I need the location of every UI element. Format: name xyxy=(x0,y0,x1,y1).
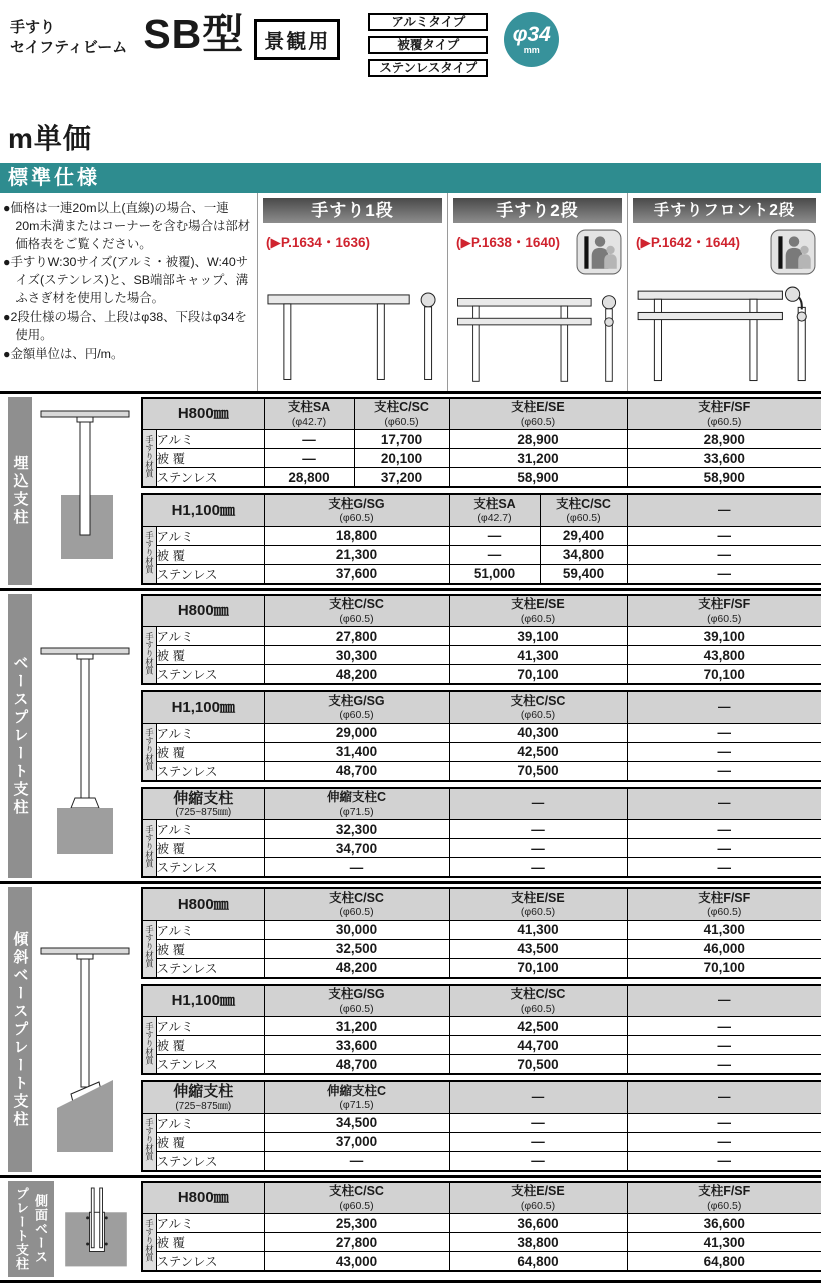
price-cell: 31,200 xyxy=(449,449,627,468)
table-row xyxy=(142,1132,821,1151)
post-column-header: 支柱C/SC (φ60.5) xyxy=(264,888,449,920)
note-item: ●金額単位は、円/m。 xyxy=(3,346,124,361)
column-title-1dan: 手すり1段 xyxy=(263,198,442,223)
product-name-line1: 手すり xyxy=(10,19,56,36)
table-header-row xyxy=(142,398,821,430)
table-row xyxy=(142,1151,821,1171)
table-row xyxy=(142,627,821,646)
post-column-header: 支柱C/SC (φ60.5) xyxy=(449,691,627,723)
table-row xyxy=(142,858,821,878)
price-cell: 28,900 xyxy=(449,430,627,449)
post-column-header: 支柱C/SC (φ60.5) xyxy=(264,1182,449,1214)
price-table-embedded-h800 xyxy=(141,397,821,489)
price-table-embedded-h1100 xyxy=(141,493,821,585)
price-cell: 34,500 xyxy=(264,1113,449,1132)
product-name-line2: セイフティビーム xyxy=(10,39,128,57)
note-item: ●価格は一連20m以上(直線)の場合、一連20m未満またはコーナーを含む場合は部材価格表をご覧ください。 xyxy=(3,200,251,251)
table-header-row xyxy=(142,494,821,526)
price-cell: 17,700 xyxy=(354,430,449,449)
post-column-header: — xyxy=(449,1081,627,1113)
table-header-row xyxy=(142,691,821,723)
price-cell: — xyxy=(627,723,821,742)
height-label: H1,100㎜ xyxy=(142,494,264,526)
price-cell: 31,200 xyxy=(264,1017,449,1036)
table-row xyxy=(142,1252,821,1272)
price-cell: 39,100 xyxy=(449,627,627,646)
price-cell: 42,500 xyxy=(449,1017,627,1036)
price-cell: 43,000 xyxy=(264,1252,449,1272)
table-row xyxy=(142,468,821,488)
post-column-header: 支柱G/SG (φ60.5) xyxy=(264,691,449,723)
material-label: ステンレス xyxy=(156,1151,264,1171)
post-column-header: 支柱E/SE (φ60.5) xyxy=(449,595,627,627)
type-badge-aluminum: アルミタイプ xyxy=(368,13,488,31)
price-cell: — xyxy=(627,1036,821,1055)
handrail-1dan-diagram xyxy=(258,285,447,390)
price-cell: 32,500 xyxy=(264,939,449,958)
price-cell: — xyxy=(449,1113,627,1132)
material-label: ステンレス xyxy=(156,858,264,878)
price-cell: 51,000 xyxy=(449,564,540,584)
price-cell: — xyxy=(264,449,354,468)
price-cell: 30,000 xyxy=(264,920,449,939)
table-row xyxy=(142,742,821,761)
price-cell: 70,100 xyxy=(627,665,821,685)
price-cell: 64,800 xyxy=(627,1252,821,1272)
price-cell: — xyxy=(627,761,821,781)
price-cell: 41,300 xyxy=(449,920,627,939)
material-axis-label: 手すり材質 xyxy=(142,1113,156,1171)
post-column-header: 支柱F/SF (φ60.5) xyxy=(627,1182,821,1214)
standard-spec-bar: 標準仕様 xyxy=(0,163,821,193)
post-column-header: 支柱C/SC (φ60.5) xyxy=(540,494,627,526)
price-cell: 34,800 xyxy=(540,545,627,564)
price-cell: 34,700 xyxy=(264,839,449,858)
material-label: 被 覆 xyxy=(156,939,264,958)
section-baseplate-post xyxy=(0,588,821,882)
table-row xyxy=(142,1036,821,1055)
price-cell: — xyxy=(449,1151,627,1171)
price-cell: 70,100 xyxy=(627,958,821,978)
price-cell: 33,600 xyxy=(264,1036,449,1055)
table-row xyxy=(142,1055,821,1075)
height-label: H800㎜ xyxy=(142,888,264,920)
post-column-header: 支柱SA (φ42.7) xyxy=(449,494,540,526)
table-row xyxy=(142,761,821,781)
post-column-header: 支柱E/SE (φ60.5) xyxy=(449,398,627,430)
model-name: SB型 xyxy=(143,11,245,57)
price-cell: 58,900 xyxy=(627,468,821,488)
material-label: ステンレス xyxy=(156,468,264,488)
table-row xyxy=(142,1113,821,1132)
type-badge-stainless: ステンレスタイプ xyxy=(368,59,488,77)
diameter-badge xyxy=(504,12,559,67)
price-table-sloped-h1100 xyxy=(141,984,821,1076)
table-row xyxy=(142,939,821,958)
product-name xyxy=(10,12,127,59)
side-baseplate-post-diagram xyxy=(54,1181,138,1277)
notes xyxy=(0,193,257,391)
note-item: ●2段仕様の場合、上段はφ38、下段はφ34を使用。 xyxy=(3,309,247,342)
price-cell: 28,800 xyxy=(264,468,354,488)
price-table-sloped-telescopic xyxy=(141,1080,821,1172)
material-label: 被 覆 xyxy=(156,839,264,858)
price-table-baseplate-telescopic xyxy=(141,787,821,879)
table-row xyxy=(142,545,821,564)
price-cell: 41,300 xyxy=(627,1233,821,1252)
post-column-header: — xyxy=(627,1081,821,1113)
table-row xyxy=(142,430,821,449)
price-cell: — xyxy=(627,742,821,761)
price-cell: 48,700 xyxy=(264,761,449,781)
table-row xyxy=(142,1214,821,1233)
price-cell: 32,300 xyxy=(264,820,449,839)
price-cell: 43,500 xyxy=(449,939,627,958)
material-label: 被 覆 xyxy=(156,449,264,468)
height-label: H800㎜ xyxy=(142,1182,264,1214)
post-column-header: — xyxy=(449,788,627,820)
material-label: ステンレス xyxy=(156,761,264,781)
material-axis-label: 手すり材質 xyxy=(142,1017,156,1075)
section-label xyxy=(8,887,32,1172)
price-cell: 41,300 xyxy=(449,646,627,665)
material-label: アルミ xyxy=(156,1113,264,1132)
price-cell: 29,400 xyxy=(540,526,627,545)
diameter-unit: mm xyxy=(523,45,540,55)
baseplate-post-diagram xyxy=(32,594,138,879)
price-cell: 70,500 xyxy=(449,1055,627,1075)
post-column-header: — xyxy=(627,985,821,1017)
price-cell: 64,800 xyxy=(449,1252,627,1272)
height-label: H800㎜ xyxy=(142,595,264,627)
material-axis-label: 手すり材質 xyxy=(142,723,156,781)
table-header-row xyxy=(142,1182,821,1214)
table-header-row xyxy=(142,788,821,820)
price-cell: 27,800 xyxy=(264,627,449,646)
material-label: ステンレス xyxy=(156,1055,264,1075)
material-label: 被 覆 xyxy=(156,742,264,761)
price-cell: 58,900 xyxy=(449,468,627,488)
price-cell: — xyxy=(627,545,821,564)
table-header-row xyxy=(142,595,821,627)
price-cell: 70,500 xyxy=(449,761,627,781)
column-group-front-2dan xyxy=(627,193,821,391)
height-label: H1,100㎜ xyxy=(142,985,264,1017)
material-label: アルミ xyxy=(156,526,264,545)
price-cell: — xyxy=(627,1132,821,1151)
height-label: H800㎜ xyxy=(142,398,264,430)
table-row xyxy=(142,1017,821,1036)
price-cell: — xyxy=(627,1113,821,1132)
height-label: 伸縮支柱 (725~875㎜) xyxy=(142,788,264,820)
material-axis-label: 手すり材質 xyxy=(142,820,156,878)
page-ref-front-2dan[interactable]: (▶P.1642・1644) xyxy=(636,234,740,250)
material-axis-label: 手すり材質 xyxy=(142,526,156,584)
section-label-text: ベースプレート支柱 xyxy=(11,655,29,818)
note-item: ●手すりW:30サイズ(アルミ・被覆)、W:40サイズ(ステンレス)と、SB端部キャップ、溝ふさぎ材を使用した場合。 xyxy=(3,255,249,306)
price-cell: 37,200 xyxy=(354,468,449,488)
price-cell: 59,400 xyxy=(540,564,627,584)
material-label: ステンレス xyxy=(156,958,264,978)
page-ref-1dan[interactable]: (▶P.1634・1636) xyxy=(266,234,370,250)
page-title: m単価 xyxy=(8,123,92,154)
price-cell: — xyxy=(627,1055,821,1075)
price-table-baseplate-h800 xyxy=(141,594,821,686)
section-label-text: プレート支柱 xyxy=(14,1186,29,1271)
table-header-row xyxy=(142,985,821,1017)
price-cell: 21,300 xyxy=(264,545,449,564)
price-cell: 18,800 xyxy=(264,526,449,545)
price-cell: 37,000 xyxy=(264,1132,449,1151)
price-cell: — xyxy=(627,820,821,839)
table-row xyxy=(142,564,821,584)
handrail-front-2dan-diagram xyxy=(628,283,821,391)
price-cell: — xyxy=(627,1017,821,1036)
table-header-row xyxy=(142,1081,821,1113)
column-group-1dan xyxy=(257,193,447,391)
material-label: アルミ xyxy=(156,1214,264,1233)
price-cell: — xyxy=(264,430,354,449)
sloped-baseplate-post-diagram xyxy=(32,887,138,1172)
price-cell: — xyxy=(627,858,821,878)
price-cell: 30,300 xyxy=(264,646,449,665)
material-label: 被 覆 xyxy=(156,545,264,564)
price-cell: — xyxy=(627,526,821,545)
price-tables xyxy=(141,594,821,879)
price-cell: 43,800 xyxy=(627,646,821,665)
price-cell: 31,400 xyxy=(264,742,449,761)
price-cell: 38,800 xyxy=(449,1233,627,1252)
price-tables xyxy=(141,397,821,585)
post-column-header: — xyxy=(627,691,821,723)
material-label: 被 覆 xyxy=(156,1233,264,1252)
table-row xyxy=(142,839,821,858)
table-row xyxy=(142,1233,821,1252)
section-label xyxy=(8,594,32,879)
section-label xyxy=(8,397,32,585)
material-label: アルミ xyxy=(156,723,264,742)
table-row xyxy=(142,646,821,665)
column-title-2dan: 手すり2段 xyxy=(453,198,622,223)
table-row xyxy=(142,449,821,468)
material-label: ステンレス xyxy=(156,1252,264,1272)
table-row xyxy=(142,665,821,685)
table-row xyxy=(142,526,821,545)
price-cell: — xyxy=(264,1151,449,1171)
price-cell: — xyxy=(449,839,627,858)
material-axis-label: 手すり材質 xyxy=(142,627,156,685)
post-column-header: 支柱F/SF (φ60.5) xyxy=(627,595,821,627)
section-label-text: 側面ベース xyxy=(33,1193,48,1264)
post-column-header: 支柱G/SG (φ60.5) xyxy=(264,985,449,1017)
price-cell: 39,100 xyxy=(627,627,821,646)
material-label: アルミ xyxy=(156,627,264,646)
material-label: アルミ xyxy=(156,1017,264,1036)
price-cell: — xyxy=(449,858,627,878)
price-cell: 33,600 xyxy=(627,449,821,468)
page-ref-2dan[interactable]: (▶P.1638・1640) xyxy=(456,234,560,250)
section-sloped-baseplate-post xyxy=(0,881,821,1175)
people-pictogram-icon xyxy=(770,229,816,275)
height-label: H1,100㎜ xyxy=(142,691,264,723)
price-cell: — xyxy=(449,820,627,839)
price-cell: 48,700 xyxy=(264,1055,449,1075)
price-cell: 70,100 xyxy=(449,958,627,978)
handrail-2dan-diagram xyxy=(448,291,627,391)
type-badge-coated: 被覆タイプ xyxy=(368,36,488,54)
post-column-header: 支柱F/SF (φ60.5) xyxy=(627,398,821,430)
post-column-header: 支柱C/SC (φ60.5) xyxy=(449,985,627,1017)
post-column-header: 支柱SA (φ42.7) xyxy=(264,398,354,430)
price-table-side-baseplate-h800 xyxy=(141,1181,821,1273)
price-cell: 25,300 xyxy=(264,1214,449,1233)
post-column-header: 支柱G/SG (φ60.5) xyxy=(264,494,449,526)
price-cell: — xyxy=(449,545,540,564)
column-title-front-2dan: 手すりフロント2段 xyxy=(633,198,816,223)
material-label: アルミ xyxy=(156,430,264,449)
post-column-header: 支柱C/SC (φ60.5) xyxy=(264,595,449,627)
price-cell: 46,000 xyxy=(627,939,821,958)
material-axis-label: 手すり材質 xyxy=(142,430,156,488)
material-axis-label: 手すり材質 xyxy=(142,920,156,978)
price-cell: 36,600 xyxy=(449,1214,627,1233)
column-group-2dan xyxy=(447,193,627,391)
price-cell: — xyxy=(627,839,821,858)
post-column-header: 支柱C/SC (φ60.5) xyxy=(354,398,449,430)
table-row xyxy=(142,723,821,742)
height-label: 伸縮支柱 (725~875㎜) xyxy=(142,1081,264,1113)
section-label-text: 埋込支柱 xyxy=(11,454,29,527)
table-header-row xyxy=(142,888,821,920)
price-tables xyxy=(141,887,821,1172)
material-label: ステンレス xyxy=(156,665,264,685)
material-label: アルミ xyxy=(156,820,264,839)
section-label xyxy=(8,1181,54,1277)
post-column-header: — xyxy=(627,788,821,820)
price-cell: 42,500 xyxy=(449,742,627,761)
material-label: 被 覆 xyxy=(156,1036,264,1055)
post-column-header: 伸縮支柱C (φ71.5) xyxy=(264,1081,449,1113)
material-label: アルミ xyxy=(156,920,264,939)
section-embedded-post xyxy=(0,391,821,588)
diameter-value: φ34 xyxy=(512,23,551,46)
price-cell: — xyxy=(264,858,449,878)
price-cell: — xyxy=(627,564,821,584)
post-column-header: — xyxy=(627,494,821,526)
price-cell: — xyxy=(449,526,540,545)
material-label: ステンレス xyxy=(156,564,264,584)
table-row xyxy=(142,958,821,978)
material-label: 被 覆 xyxy=(156,646,264,665)
price-table-sloped-h800 xyxy=(141,887,821,979)
price-cell: 20,100 xyxy=(354,449,449,468)
post-column-header: 伸縮支柱C (φ71.5) xyxy=(264,788,449,820)
price-cell: 44,700 xyxy=(449,1036,627,1055)
price-cell: 48,200 xyxy=(264,958,449,978)
price-cell: 28,900 xyxy=(627,430,821,449)
material-label: 被 覆 xyxy=(156,1132,264,1151)
post-column-header: 支柱E/SE (φ60.5) xyxy=(449,888,627,920)
price-cell: — xyxy=(627,1151,821,1171)
price-table-baseplate-h1100 xyxy=(141,690,821,782)
post-column-header: 支柱F/SF (φ60.5) xyxy=(627,888,821,920)
material-axis-label: 手すり材質 xyxy=(142,1214,156,1272)
product-header xyxy=(0,0,821,78)
spec-region xyxy=(0,193,821,391)
table-row xyxy=(142,920,821,939)
embedded-post-diagram xyxy=(32,397,138,585)
price-cell: 27,800 xyxy=(264,1233,449,1252)
price-cell: 29,000 xyxy=(264,723,449,742)
type-list xyxy=(368,12,488,77)
people-pictogram-icon xyxy=(576,229,622,275)
table-row xyxy=(142,820,821,839)
price-cell: 41,300 xyxy=(627,920,821,939)
usage-badge: 景観用 xyxy=(254,19,340,60)
price-cell: 37,600 xyxy=(264,564,449,584)
price-cell: — xyxy=(449,1132,627,1151)
price-cell: 70,100 xyxy=(449,665,627,685)
section-label-text: 傾斜ベースプレート支柱 xyxy=(11,930,29,1129)
price-tables xyxy=(141,1181,821,1277)
post-column-header: 支柱E/SE (φ60.5) xyxy=(449,1182,627,1214)
price-cell: 40,300 xyxy=(449,723,627,742)
price-cell: 36,600 xyxy=(627,1214,821,1233)
price-cell: 48,200 xyxy=(264,665,449,685)
